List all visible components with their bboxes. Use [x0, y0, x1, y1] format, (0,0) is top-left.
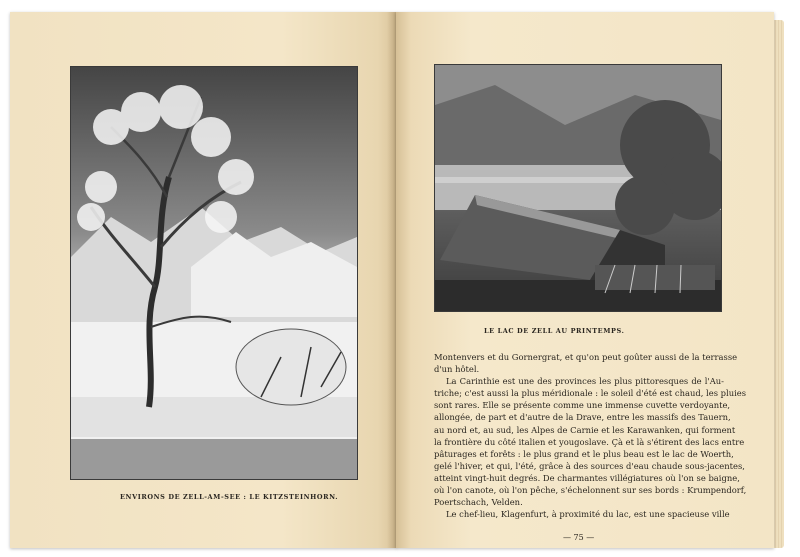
- text-line: d'un hôtel.: [434, 364, 480, 375]
- text-line: où l'on canote, où l'on pêche, s'échelonnent sur ses bords : Krumpendorf,: [434, 485, 747, 496]
- left-photo-caption: ENVIRONS DE ZELL-AM-SEE : LE KITZSTEINHORN.: [120, 493, 339, 501]
- open-book: [10, 12, 790, 552]
- lake-chalet-illustration: [435, 65, 721, 311]
- body-text: [434, 351, 747, 520]
- text-line: triche; c'est aussi la plus méridionale : le soleil d'été est chaud, les pluies: [434, 388, 747, 399]
- text-line: pâturages et forêts : le plus grand et le plus beau est le lac de Woerth,: [434, 448, 734, 459]
- left-page: [10, 12, 397, 548]
- text-line: sont rares. Elle se présente comme une immense cuvette verdoyante,: [434, 400, 731, 411]
- text-line: au nord et, au sud, les Alpes de Carnie et les Karawanken, qui forment: [434, 424, 736, 435]
- page-number: — 75 —: [563, 533, 595, 542]
- winter-tree-illustration: [71, 67, 357, 479]
- text-line: La Carinthie est une des provinces les plus pittoresques de l'Au-: [446, 376, 724, 387]
- text-line: la frontière du côté italien et yougoslave. Çà et là s'étirent des lacs entre: [434, 436, 745, 447]
- text-line: Montenvers et du Gornergrat, et qu'on peut goûter aussi de la terrasse: [434, 352, 738, 362]
- photo-kitzsteinhorn: [70, 66, 358, 480]
- photo-lake-zell: [434, 64, 722, 312]
- text-line: gelé l'hiver, et qui, l'été, grâce à des sources d'eau chaude sous-jacentes,: [434, 460, 745, 471]
- text-line: allongée, de part et d'autre de la Drave, entre les massifs des Tauern,: [434, 412, 731, 423]
- text-line: Poertschach, Velden.: [434, 497, 523, 508]
- text-line: Le chef-lieu, Klagenfurt, à proximité du lac, est une spacieuse ville: [446, 509, 730, 520]
- text-line: atteint vingt-huit degrés. De charmantes villégiatures où l'on se baigne,: [434, 472, 740, 483]
- right-photo-caption: LE LAC DE ZELL AU PRINTEMPS.: [484, 327, 625, 335]
